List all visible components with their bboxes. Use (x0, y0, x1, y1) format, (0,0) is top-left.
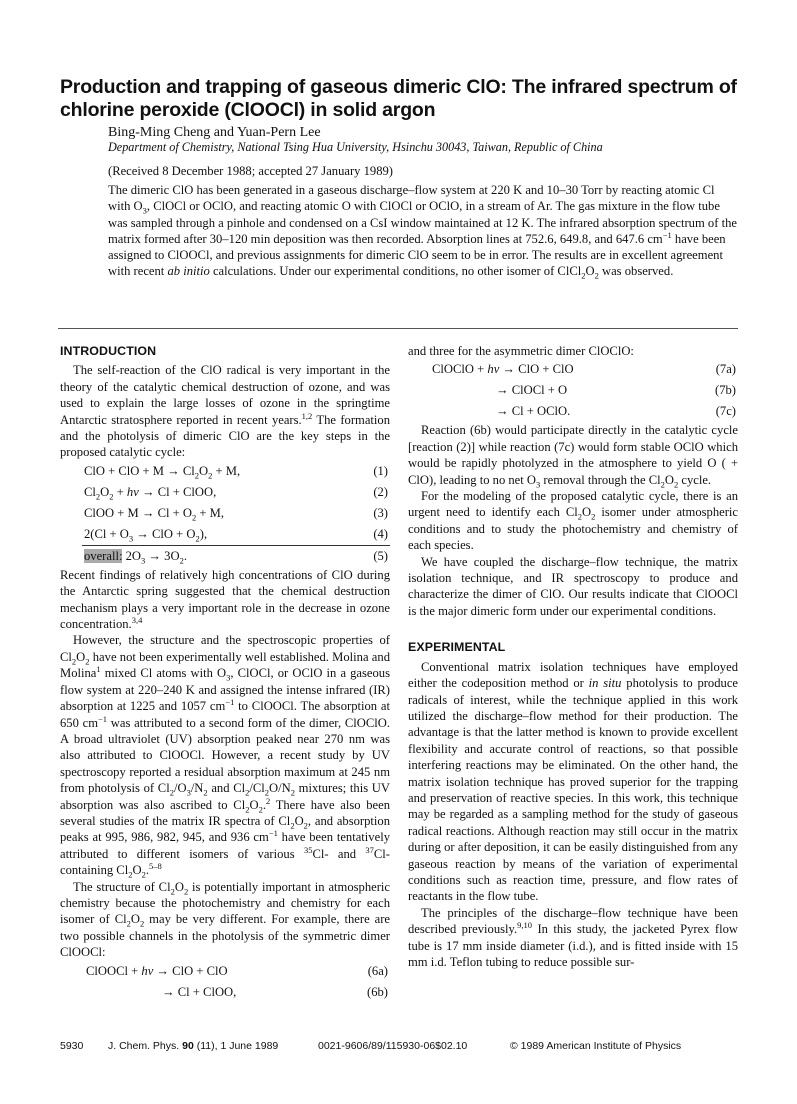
equation-7c: → Cl + OClO. (7c) (496, 404, 736, 419)
article-code: 0021-9606/89/115930-06$02.10 (318, 1040, 468, 1052)
left-column (60, 343, 390, 1003)
asymmetric-lead: and three for the asymmetric dimer ClOClO: (408, 344, 634, 358)
intro-paragraph-3: However, the structure and the spectroscopic properties of $Cl_2O_2$ have not been experimentally well established. Molina and Molina$^1$ mixed Cl atoms with $O_3$, ClOCl, or OClO in a gaseous flow system at 220–240 K and assigned the intense infrared (IR) absorption at 1225 and 1057 $cm^{-1}$ to ClOOCl. The absorption at 650 $cm^{-1}$ was attributed to a second form of the dimer, ClOClO. A broad ultraviolet (UV) absorption peaked near 270 nm was also attributed to ClOOCl. However, a recent study by UV spectroscopy reported a residual absorption maximum at 245 nm from photolysis of $Cl_2/O_3/N_2$ and $Cl_2/Cl_2O/N_2$ mixtures; this UV absorption was also ascribed to $Cl_2O_2.^2$ There have also been several studies of the matrix IR spectra of $Cl_2O_2$, and absorption peaks at 995, 986, 982, 945, and 936 $cm^{-1}$ have been tentatively attributed to different isomers of various $^{35}$Cl- and $^{37}$Cl-containing $Cl_2O_2.^{5-8}$ (60, 633, 391, 880)
right-paragraph-1: Reaction (6b) would participate directly in the catalytic cycle [reaction (2)] while reaction (7c) would form stable OClO which would be rapidly photolyzed in the atmosphere to yield O ( + ClO), leading to no net $O_3$ removal through the $Cl_2O_2$ cycle. (408, 423, 738, 490)
equation-7a: ClOClO + hν → ClO + ClO (7a) (432, 362, 736, 377)
affiliation: Department of Chemistry, National Tsing Hua University, Hsinchu 30043, Taiwan, Republic of China (108, 140, 603, 154)
intro-paragraph-2: Recent findings of relatively high concentrations of ClO during the Antarctic spring suggested that the chemical destruction mechanism plays a very important role in the decrease in ozone concentration.$^{3,4}$ (60, 567, 390, 632)
equation-6b: → Cl + ClOO, (6b) (162, 984, 388, 999)
equation-6a: ClOOCl + hν → ClO + ClO (6a) (86, 963, 388, 978)
journal-citation: J. Chem. Phys. 90 (11), 1 June 1989 (108, 1040, 279, 1052)
section-heading-introduction: INTRODUCTION (60, 344, 157, 358)
right-column (408, 343, 738, 970)
page-number: 5930 (60, 1040, 84, 1052)
equation-4: $2(Cl + O_3$ → ClO + $O_2$), (4) (84, 526, 388, 544)
article-title: Production and trapping of gaseous dimeric ClO: The infrared spectrum of chlorine peroxide (ClOOCl) in solid argon (60, 76, 737, 121)
equation-3: ClOO + $M \to Cl + O_2 + M$, (3) (84, 505, 388, 523)
experimental-paragraph-1: Conventional matrix isolation techniques have employed either the codeposition method or in situ photolysis to produce radicals of interest, while the technique applied in this work utilized the discharge–flow method for their production. The advantage is that the latter method is known to provide excellent flexibility and accurate control of reactions, so that possible interfering reactions may be eliminated. On the other hand, the matrix isolation technique has proved superior for the trapping and preservation of reactive species. In this work, this technique may be regarded as a sampling method for the study of gaseous radical reactions. Although reaction may still occur in the matrix during or after deposition, it can be easily distinguished from any gaseous reaction by means of the variation of experimental conditions such as reaction time, pressure, and flow rates of reactants in the flow tube. (408, 659, 739, 904)
experimental-paragraph-2: The principles of the discharge–flow technique have been described previously.$^{9,10}$ In this study, the jacketed Pyrex flow tube is 17 mm inside diameter (i.d.), and is fitted inside with 15 mm i.d. Teflon tubing to reduce possible sur- (408, 905, 738, 969)
right-paragraph-2: For the modeling of the proposed catalytic cycle, there is an urgent need to identify each $Cl_2O_2$ isomer under atmospheric conditions and to study the photochemistry and chemistry of each species. (408, 489, 738, 553)
authors: Bing-Ming Cheng and Yuan-Pern Lee (108, 125, 321, 140)
right-paragraph-3: We have coupled the discharge–flow technique, the matrix isolation technique, and IR spectroscopy to produce and characterize the dimer of ClO. Our results indicate that ClOOCl is the major dimeric form under our experimental conditions. (408, 554, 738, 618)
abstract: The dimeric ClO has been generated in a gaseous discharge–flow system at 220 K and 10–30 Torr by reacting atomic Cl with $O_3$, ClOCl or OClO, and reacting atomic O with ClOCl or OClO, in a stream of Ar. The gas mixture in the flow tube was sampled through a pinhole and condensed on a CsI window maintained at 12 K. The infrared absorption spectrum of the matrix formed after 30–120 min deposition was then recorded. Absorption lines at 752.6, 649.8, and 647.6 $cm^{-1}$ have been assigned to ClOOCl, and previous assignments for dimeric ClO seem to be in error. The results are in excellent agreement with recent ab initio calculations. Under our experimental conditions, no other isomer of $ClCl_2O_2$ was observed. (108, 183, 737, 281)
equation-7b: → ClOCl + O (7b) (496, 383, 736, 398)
equation-2: $Cl_2O_2 + h\nu \to Cl$ + ClOO, (2) (84, 484, 388, 502)
section-heading-experimental: EXPERIMENTAL (408, 640, 506, 655)
equation-1: ClO + ClO + $M \to Cl_2O_2 + M$, (1) (84, 463, 388, 481)
copyright: © 1989 American Institute of Physics (510, 1040, 682, 1052)
intro-paragraph-4: The structure of $Cl_2O_2$ is potentially important in atmospheric chemistry because the photochemistry and chemistry for each isomer of $Cl_2O_2$ may be very different. For example, there are two possible channels in the photolysis of the symmetric dimer ClOOCl: (60, 879, 390, 960)
abstract-divider (58, 328, 738, 329)
equation-5: overall: $2O_3 \to 3O_2$. (5) (84, 548, 388, 566)
received-dates: (Received 8 December 1988; accepted 27 January 1989) (108, 164, 393, 178)
intro-paragraph-1: The self-reaction of the ClO radical is very important in the theory of the catalytic chemical destruction of ozone, and was used to explain the large losses of ozone in the springtime Antarctic stratosphere reported in recent years.$^{1,2}$ The formation and the photolysis of dimeric ClO are the key steps in the proposed catalytic cycle: (60, 363, 391, 460)
